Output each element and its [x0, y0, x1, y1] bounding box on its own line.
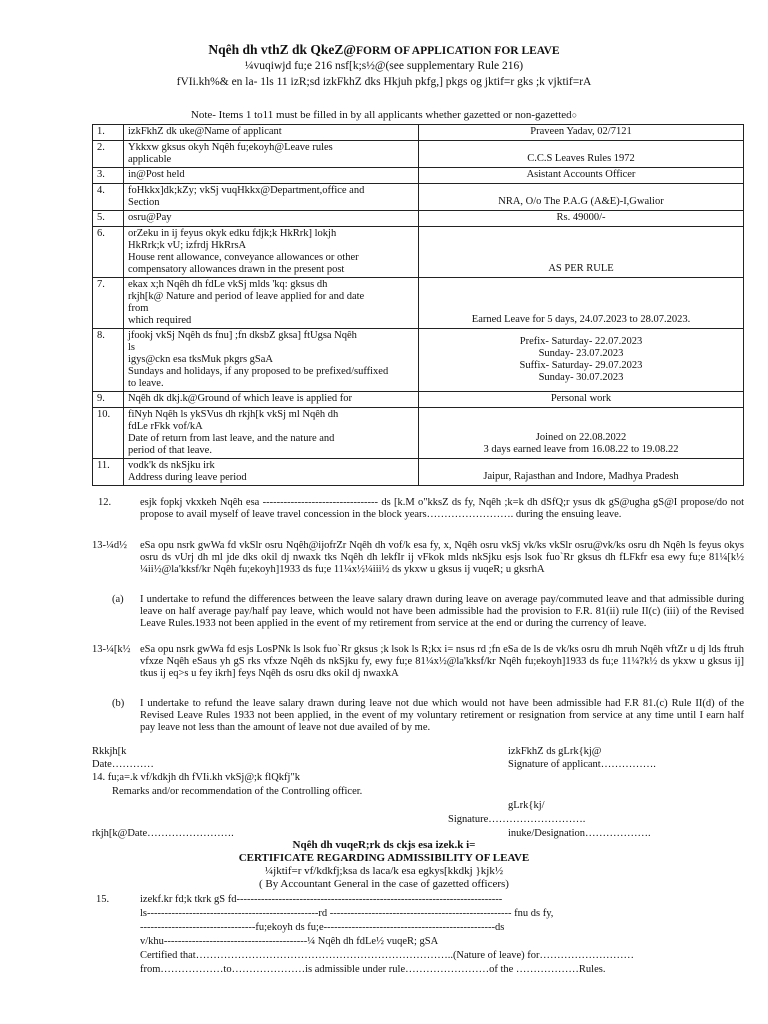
- item13a-label: (a): [112, 594, 124, 605]
- row-label-line: Nqêh dk dkj.k@Ground of which leave is applied for: [128, 393, 352, 404]
- form-row: [93, 141, 744, 168]
- row-label-line: Address during leave period: [128, 472, 247, 483]
- row-number: 2.: [93, 141, 124, 168]
- row-label-line: Sundays and holidays, if any proposed to be prefixed/suffixed: [128, 366, 389, 377]
- officer-date-label: rkjh[k@Date…………………….: [92, 828, 234, 839]
- applicant-signature-label: Signature of applicant…………….: [508, 759, 656, 770]
- form-title-hindi: Nqêh dh vthZ dk QkeZ@: [208, 42, 356, 57]
- applicant-signature-hindi: izkFkhZ ds gLrk{kj@: [508, 746, 602, 757]
- form-row: [93, 392, 744, 408]
- row-label-line: compensatory allowances drawn in the present post: [128, 264, 345, 275]
- form-row: [93, 408, 744, 459]
- row-label: [124, 211, 419, 227]
- row-label: [124, 141, 419, 168]
- row-label-line: igys@ckn esa tksMuk pkgrs gSaA: [128, 354, 273, 365]
- row-label-line: House rent allowance, conveyance allowances or other: [128, 252, 359, 263]
- item15-number: 15.: [96, 894, 110, 905]
- form-instruction: fVIi.kh%& en la- 1ls 11 izR;sd izkFkhZ dks Hkjuh pkfg,] pkgs og jktif=r gks ;k vjktif=rA: [176, 76, 592, 88]
- form-row: [93, 168, 744, 184]
- officer-signature-hindi: gLrk{kj/: [508, 800, 545, 811]
- certificate-subtitle: ( By Accountant General in the case of gazetted officers): [259, 878, 509, 890]
- officer-designation-label: inuke/Designation……………….: [508, 828, 651, 839]
- item15-line2: ls-------------------------------------------------rd ---------------------------------------------------- fnu ds fy,: [140, 908, 554, 919]
- officer-signature-label: Signature……………………….: [448, 814, 586, 825]
- row-label: [124, 168, 419, 184]
- row-label: [124, 278, 419, 329]
- row-value-line: Joined on 22.08.2022: [535, 432, 627, 443]
- item13a-english: I undertake to refund the differences between the leave salary drawn during leave on average pay/commuted leave and that admissible during leave on half average pay/half pay leave, which would not have been admissible had the provision to F.R. 81(ii) rule II(c) (iii) of the Revised Leave Rules.1933 not been applied in the event of my retirement from service at the end or during the currency of leave.: [140, 594, 744, 630]
- item15-line4: v/khu-----------------------------------------¼ Nqêh dh fdLe½ vuqeR; gSA: [140, 936, 439, 947]
- date-label: Date…………: [92, 759, 154, 770]
- row-value: [419, 141, 744, 168]
- item12-text: esjk fopkj vkxkeh Nqêh esa --------------------------------- ds [k.M o"kksZ ds fy, Nqêh ;k=k dh dSfQ;r ysus dk gS@ugha gS@I propose/do not propose to avail myself of leave travel concession in the block years……………………. during the ensuing leave.: [140, 497, 744, 521]
- item13a-hindi: eSa opu nsrk gwWa fd vkSlr osru Nqêh@ijofrZr Nqêh dh vof/k esa fy, x, Nqêh osru vkSj vk/ks vkSlr osru@vk/ks osru dh Nqêh ls feyus okys osru ds vUrj dh ml jde dks okil dj nwaxk tks Nqêh dh lekfIr ij vFkok mlds nkSjku esjs lsok fuo`Rr gksus dh fLFkfr esa ewy fu;e 81¼[k½ ¼ii½@la'kksf/kr Nqêh fu;ekoyh]1933 ds fu;e 11¼x½¼iii½ ds ykxw u gksus ij vuqeR; u gksrhA: [140, 540, 744, 576]
- row-value: [419, 168, 744, 184]
- row-label: [124, 125, 419, 141]
- form-row: [93, 459, 744, 486]
- row-value: [419, 211, 744, 227]
- form-row: [93, 184, 744, 211]
- form-row: [93, 278, 744, 329]
- row-value-line: Earned Leave for 5 days, 24.07.2023 to 28.07.2023.: [471, 314, 691, 325]
- row-value-line: AS PER RULE: [548, 263, 614, 274]
- row-label-line: period of that leave.: [128, 445, 212, 456]
- row-value-line: Sunday- 30.07.2023: [538, 371, 624, 383]
- row-label-line: ekax x;h Nqêh dh fdLe vkSj mlds 'kq: gksus dh: [128, 279, 328, 290]
- form-title-english: FORM OF APPLICATION FOR LEAVE: [356, 45, 560, 57]
- row-value-line: Rs. 49000/-: [556, 212, 606, 223]
- row-label-line: fiNyh Nqêh ls ykSVus dh rkjh[k vkSj ml Nqêh dh: [128, 409, 339, 420]
- row-value: [419, 278, 744, 329]
- row-label: [124, 459, 419, 486]
- item13b-english: I undertake to refund the leave salary drawn during leave not due which would not have been admissible had F.R 81.(c) Rule II(d) of the Revised Leave Rules 1933 not been applied, in the event of my voluntary retirement or resignation from service at any time until I earn half pay leave not less than the amount of leave not due availed of by me.: [140, 698, 744, 734]
- row-label: [124, 392, 419, 408]
- row-label-line: rkjh[k@ Nature and period of leave applied for and date: [128, 291, 365, 302]
- certificate-title: CERTIFICATE REGARDING ADMISSIBILITY OF LEAVE: [238, 852, 530, 864]
- row-value-line: Personal work: [550, 393, 612, 404]
- application-table: [92, 124, 744, 486]
- row-label-line: ls: [128, 342, 136, 353]
- row-label-line: Ykkxw gksus okyh Nqêh fu;ekoyh@Leave rules: [128, 142, 333, 153]
- row-label-line: from: [128, 303, 149, 314]
- item14-hindi: 14. fu;a=.k vf/kdkjh dh fVIi.kh vkSj@;k flQkfj"k: [92, 772, 300, 783]
- row-number: 3.: [93, 168, 124, 184]
- form-subtitle: ¼vuqiwjd fu;e 216 nsf[k;s½@(see supplementary Rule 216): [244, 60, 524, 72]
- row-number: 6.: [93, 227, 124, 278]
- item15-line1: izekf.kr fd;k tkrk gS fd----------------------------------------------------------------------------: [140, 894, 503, 905]
- row-label: [124, 184, 419, 211]
- row-value-line: Jaipur, Rajasthan and Indore, Madhya Pradesh: [483, 471, 679, 482]
- row-label-line: Section: [128, 197, 160, 208]
- row-value-line: Suffix- Saturday- 29.07.2023: [519, 359, 643, 371]
- row-value: [419, 392, 744, 408]
- row-number: 1.: [93, 125, 124, 141]
- certificate-title-hindi: Nqêh dh vuqeR;rk ds ckjs esa izek.k i=: [292, 839, 476, 851]
- item13b-hindi: eSa opu nsrk gwWa fd esjs LosPNk ls lsok fuo`Rr gksus ;k lsok ls R;kx i= nsus rd ;fn eSa de ls de vk/ks osru dh mruh Nqêh vftZr u dj lds ftruh vfxze Nqêh eSaus yh gS rks vfxze Nqêh ds nkSjku fy, ewy fu;e 81¼x½@la'kksf/kr Nqêh fu;ekoyh]1933 ds fu;e 11¼?k½ ds ykxw u gksus ij] tkus ij eq>s u fey ikrh] feys Nqêh ds osru dks okil dj nwaxkA: [140, 644, 744, 680]
- row-number: 7.: [93, 278, 124, 329]
- item15-line6: from………………to…………………is admissible under rule……………………of the ………………Rules.: [140, 964, 606, 975]
- row-value: [419, 184, 744, 211]
- row-number: 4.: [93, 184, 124, 211]
- form-row: [93, 329, 744, 392]
- row-number: 10.: [93, 408, 124, 459]
- note-text: Note- Items 1 to11 must be filled in by all applicants whether gazetted or non-gazetted: [190, 109, 572, 121]
- date-label-hindi: Rkkjh[k: [92, 746, 127, 757]
- row-value-line: 3 days earned leave from 16.08.22 to 19.08.22: [483, 444, 679, 455]
- row-label-line: vodk'k ds nkSjku irk: [128, 460, 215, 471]
- item13a-number: 13-¼d½: [92, 540, 127, 551]
- row-label-line: to leave.: [128, 378, 164, 389]
- row-value-line: Sunday- 23.07.2023: [538, 347, 624, 359]
- row-label-line: applicable: [128, 154, 172, 165]
- form-row: [93, 211, 744, 227]
- row-label-line: izkFkhZ dk uke@Name of applicant: [128, 126, 282, 137]
- note-mark: ○: [571, 110, 578, 120]
- row-label: [124, 227, 419, 278]
- note: [0, 109, 768, 121]
- item14-english: Remarks and/or recommendation of the Controlling officer.: [112, 786, 363, 797]
- row-value: [419, 459, 744, 486]
- form-row: [93, 227, 744, 278]
- row-number: 9.: [93, 392, 124, 408]
- row-label: [124, 329, 419, 392]
- row-value: [419, 227, 744, 278]
- row-value-line: Prefix- Saturday- 22.07.2023: [519, 335, 643, 347]
- row-label-line: jfookj vkSj Nqêh ds fnu] ;fn dksbZ gksa] ftUgsa Nqêh: [128, 330, 357, 341]
- item13b-number: 13-¼[k½: [92, 644, 131, 655]
- row-value-line: Praveen Yadav, 02/7121: [530, 126, 632, 137]
- row-label-line: Date of return from last leave, and the nature and: [128, 433, 335, 444]
- row-label-line: HkRrk;k vU; izfrdj HkRrsA: [128, 240, 247, 251]
- row-label-line: orZeku in ij feyus okyk edku fdjk;k HkRrk] lokjh: [128, 228, 337, 239]
- item12-number: 12.: [98, 497, 112, 508]
- row-value-line: Asistant Accounts Officer: [526, 169, 636, 180]
- row-label-line: in@Post held: [128, 169, 185, 180]
- row-number: 8.: [93, 329, 124, 392]
- item13b-label: (b): [112, 698, 125, 709]
- row-label: [124, 408, 419, 459]
- certificate-subtitle-hindi: ¼jktif=r vf/kdkfj;ksa ds laca/k esa egkys[kkdkj }kjk½: [264, 865, 504, 877]
- form-title: [0, 42, 768, 58]
- row-value: [419, 125, 744, 141]
- row-label-line: fdLe rFkk vof/kA: [128, 421, 203, 432]
- row-value-line: C.C.S Leaves Rules 1972: [527, 153, 635, 164]
- item15-line5: Certified that………………………………………………………………..(Nature of leave) for………………………: [140, 950, 635, 961]
- row-value: [419, 408, 744, 459]
- row-number: 5.: [93, 211, 124, 227]
- item15-line3: ---------------------------------fu;ekoyh ds fu;e-------------------------------------------------ds: [140, 922, 505, 933]
- row-label-line: which required: [128, 315, 192, 326]
- row-value-line: NRA, O/o The P.A.G (A&E)-I,Gwalior: [498, 196, 664, 207]
- row-label-line: osru@Pay: [128, 212, 172, 223]
- row-label-line: foHkkx]dk;kZy; vkSj vuqHkkx@Department,office and: [128, 185, 365, 196]
- row-number: 11.: [93, 459, 124, 486]
- row-value: [419, 329, 744, 392]
- form-row: [93, 125, 744, 141]
